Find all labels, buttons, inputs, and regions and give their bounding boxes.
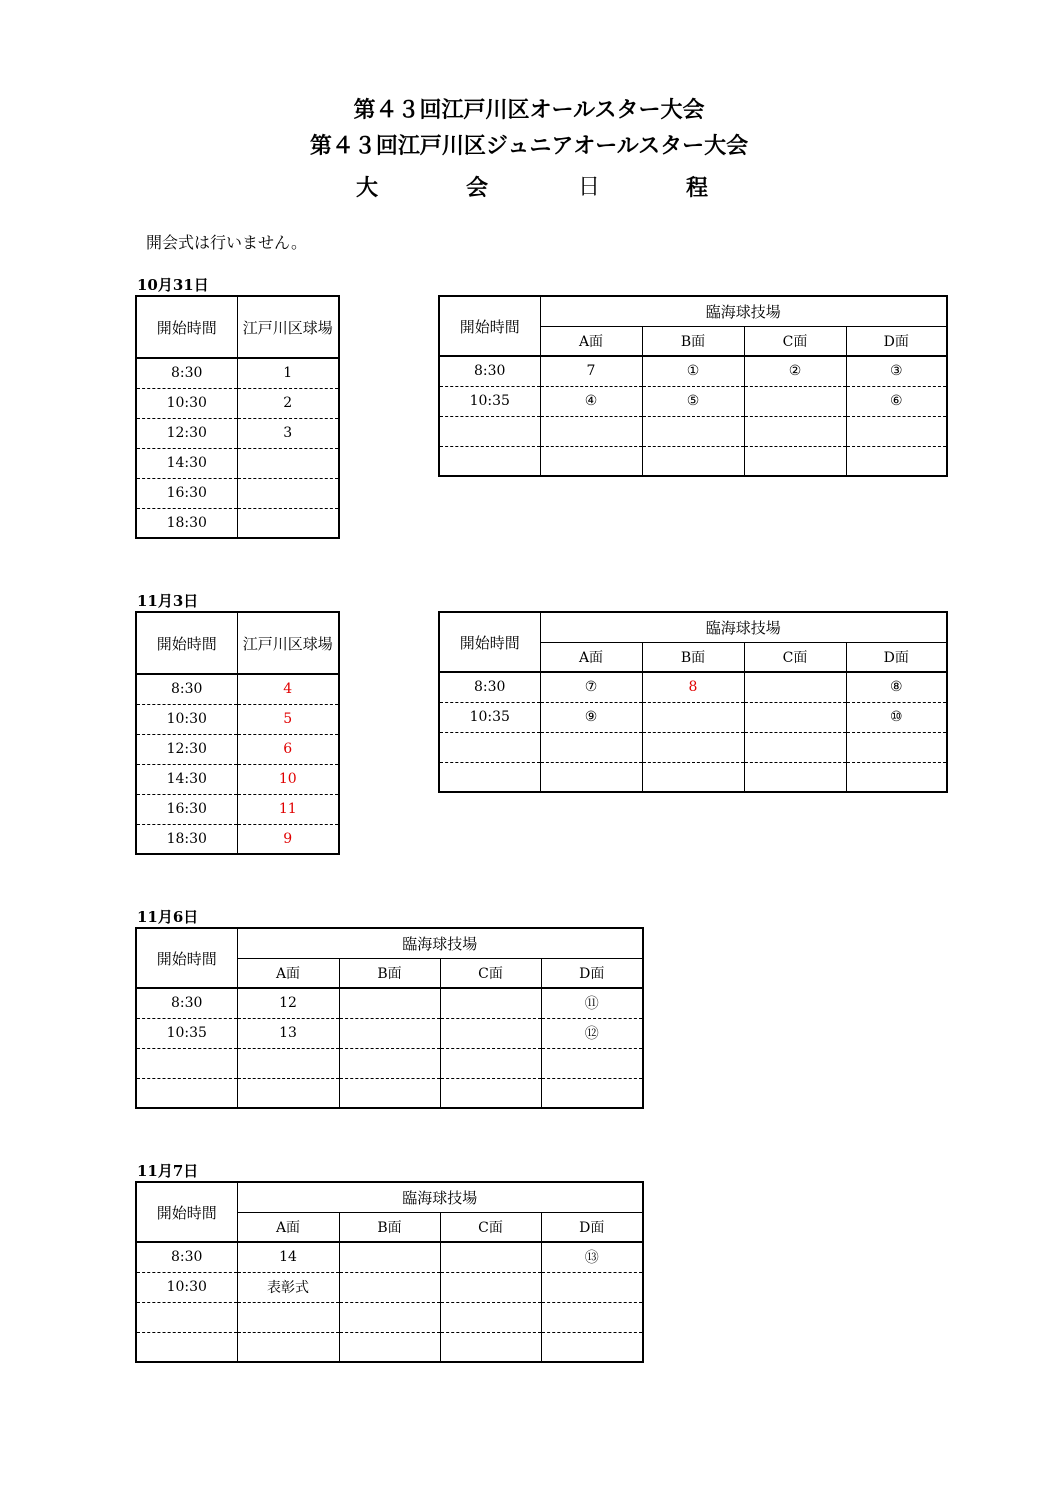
- game-cell: 3: [237, 418, 339, 448]
- start-time-header: 開始時間: [136, 612, 237, 674]
- time-cell: 12:30: [136, 734, 237, 764]
- time-cell: [439, 416, 540, 446]
- time-cell: 8:30: [439, 356, 540, 386]
- game-cell: [541, 1332, 643, 1362]
- game-cell: [237, 478, 339, 508]
- table-row: [136, 478, 339, 508]
- time-cell: 8:30: [439, 672, 540, 702]
- court-c-header: C面: [744, 326, 846, 356]
- edogawa-table: [135, 611, 340, 855]
- game-cell: [440, 1302, 541, 1332]
- table-row: [439, 762, 947, 792]
- notice-text: 開会式は行いません。: [146, 233, 307, 252]
- table-row: [136, 704, 339, 734]
- game-cell: [642, 446, 744, 476]
- table-row: [136, 794, 339, 824]
- game-cell: [237, 508, 339, 538]
- table-row: [439, 732, 947, 762]
- title-line-2: 第４３回江戸川区ジュニアオールスター大会: [309, 133, 749, 159]
- table-row: [136, 734, 339, 764]
- table-row: [136, 1048, 643, 1078]
- time-cell: [136, 1332, 237, 1362]
- game-cell: [440, 1018, 541, 1048]
- game-cell: [339, 988, 440, 1018]
- date-label: 11月3日: [137, 592, 199, 610]
- time-cell: 14:30: [136, 448, 237, 478]
- game-cell: [846, 446, 947, 476]
- title-line-3: [0, 174, 1058, 202]
- time-cell: 8:30: [136, 1242, 237, 1272]
- time-cell: 16:30: [136, 794, 237, 824]
- game-cell: ⑩: [846, 702, 947, 732]
- table-row: [439, 386, 947, 416]
- game-cell: 2: [237, 388, 339, 418]
- game-cell: [339, 1048, 440, 1078]
- game-cell: ⑦: [540, 672, 642, 702]
- court-a-header: A面: [237, 1212, 339, 1242]
- game-cell: [237, 1078, 339, 1108]
- game-cell: 5: [237, 704, 339, 734]
- start-time-header: 開始時間: [136, 1182, 237, 1242]
- game-cell: ⑤: [642, 386, 744, 416]
- date-label: 11月7日: [137, 1162, 199, 1180]
- game-cell: ②: [744, 356, 846, 386]
- time-cell: 8:30: [136, 988, 237, 1018]
- game-cell: ④: [540, 386, 642, 416]
- time-cell: [439, 732, 540, 762]
- game-cell: [440, 1242, 541, 1272]
- title-char: 会: [466, 175, 489, 201]
- game-cell: [440, 1078, 541, 1108]
- time-cell: 14:30: [136, 764, 237, 794]
- game-cell: [846, 762, 947, 792]
- court-d-header: D面: [541, 958, 643, 988]
- time-cell: 10:35: [439, 702, 540, 732]
- table-row: [439, 356, 947, 386]
- table-row: [136, 1242, 643, 1272]
- game-cell: [846, 416, 947, 446]
- time-cell: [136, 1048, 237, 1078]
- start-time-header: 開始時間: [439, 612, 540, 672]
- time-cell: 8:30: [136, 674, 237, 704]
- game-cell: ①: [642, 356, 744, 386]
- game-cell: [339, 1078, 440, 1108]
- court-c-header: C面: [440, 1212, 541, 1242]
- game-cell: [237, 1048, 339, 1078]
- game-cell: 7: [540, 356, 642, 386]
- game-cell: [744, 446, 846, 476]
- game-cell: 13: [237, 1018, 339, 1048]
- game-cell: [440, 1272, 541, 1302]
- game-cell: [642, 762, 744, 792]
- game-cell: [541, 1302, 643, 1332]
- court-a-header: A面: [237, 958, 339, 988]
- rinkai-table: [438, 611, 948, 793]
- venue-header: 臨海球技場: [237, 928, 643, 958]
- game-cell: [744, 672, 846, 702]
- time-cell: 18:30: [136, 824, 237, 854]
- table-row: [439, 702, 947, 732]
- table-row: [136, 824, 339, 854]
- time-cell: 8:30: [136, 358, 237, 388]
- game-cell: 10: [237, 764, 339, 794]
- game-cell: ⑬: [541, 1242, 643, 1272]
- game-cell: [744, 732, 846, 762]
- rinkai-table: [135, 927, 644, 1109]
- time-cell: 10:30: [136, 704, 237, 734]
- court-d-header: D面: [541, 1212, 643, 1242]
- table-row: [136, 388, 339, 418]
- venue-header: 臨海球技場: [540, 296, 947, 326]
- court-c-header: C面: [440, 958, 541, 988]
- court-b-header: B面: [339, 1212, 440, 1242]
- time-cell: 12:30: [136, 418, 237, 448]
- game-cell: [440, 988, 541, 1018]
- game-cell: [541, 1048, 643, 1078]
- table-row: [136, 764, 339, 794]
- game-cell: [744, 416, 846, 446]
- game-cell: [540, 732, 642, 762]
- game-cell: [440, 1332, 541, 1362]
- time-cell: [439, 762, 540, 792]
- start-time-header: 開始時間: [136, 928, 237, 988]
- game-cell: ③: [846, 356, 947, 386]
- table-row: [136, 1078, 643, 1108]
- start-time-header: 開始時間: [136, 296, 237, 358]
- game-cell: [339, 1018, 440, 1048]
- time-cell: 10:30: [136, 388, 237, 418]
- game-cell: [339, 1242, 440, 1272]
- game-cell: ⑨: [540, 702, 642, 732]
- time-cell: 10:35: [439, 386, 540, 416]
- time-cell: 10:35: [136, 1018, 237, 1048]
- game-cell: [540, 762, 642, 792]
- time-cell: [136, 1078, 237, 1108]
- court-b-header: B面: [339, 958, 440, 988]
- date-label: 11月6日: [137, 908, 199, 926]
- table-row: [136, 1018, 643, 1048]
- game-cell: [237, 1302, 339, 1332]
- title-char: 日: [578, 175, 601, 200]
- table-row: [136, 418, 339, 448]
- venue-header: 江戸川区球場: [237, 296, 339, 358]
- title-line-1: 第４３回江戸川区オールスター大会: [353, 97, 705, 123]
- rinkai-table: [135, 1181, 644, 1363]
- game-cell: 8: [642, 672, 744, 702]
- court-a-header: A面: [540, 326, 642, 356]
- table-row: [439, 446, 947, 476]
- game-cell: [339, 1302, 440, 1332]
- time-cell: [439, 446, 540, 476]
- table-row: [136, 1332, 643, 1362]
- time-cell: 10:30: [136, 1272, 237, 1302]
- venue-header: 臨海球技場: [237, 1182, 643, 1212]
- venue-header: 臨海球技場: [540, 612, 947, 642]
- game-cell: [744, 762, 846, 792]
- start-time-header: 開始時間: [439, 296, 540, 356]
- game-cell: 1: [237, 358, 339, 388]
- venue-header: 江戸川区球場: [237, 612, 339, 674]
- game-cell: [440, 1048, 541, 1078]
- game-cell: [339, 1272, 440, 1302]
- table-row: [136, 1302, 643, 1332]
- game-cell: [540, 416, 642, 446]
- game-cell: ⑫: [541, 1018, 643, 1048]
- rinkai-table: [438, 295, 948, 477]
- game-cell: ⑥: [846, 386, 947, 416]
- table-row: [136, 448, 339, 478]
- game-cell: 11: [237, 794, 339, 824]
- time-cell: [136, 1302, 237, 1332]
- court-b-header: B面: [642, 326, 744, 356]
- table-row: [439, 416, 947, 446]
- game-cell: [642, 732, 744, 762]
- game-cell: 14: [237, 1242, 339, 1272]
- table-row: [136, 508, 339, 538]
- time-cell: 18:30: [136, 508, 237, 538]
- edogawa-table: [135, 295, 340, 539]
- game-cell: 9: [237, 824, 339, 854]
- game-cell: [540, 446, 642, 476]
- court-d-header: D面: [846, 326, 947, 356]
- title-char: 大: [356, 175, 379, 201]
- game-cell: [744, 702, 846, 732]
- table-row: [136, 358, 339, 388]
- game-cell: 6: [237, 734, 339, 764]
- game-cell: [339, 1332, 440, 1362]
- game-cell: [237, 448, 339, 478]
- game-cell: 4: [237, 674, 339, 704]
- game-cell: 表彰式: [237, 1272, 339, 1302]
- game-cell: [541, 1272, 643, 1302]
- table-row: [136, 674, 339, 704]
- court-a-header: A面: [540, 642, 642, 672]
- table-row: [439, 672, 947, 702]
- court-d-header: D面: [846, 642, 947, 672]
- date-label: 10月31日: [137, 276, 209, 294]
- table-row: [136, 988, 643, 1018]
- court-b-header: B面: [642, 642, 744, 672]
- court-c-header: C面: [744, 642, 846, 672]
- game-cell: ⑧: [846, 672, 947, 702]
- title-char: 程: [686, 175, 709, 201]
- game-cell: [541, 1078, 643, 1108]
- time-cell: 16:30: [136, 478, 237, 508]
- game-cell: 12: [237, 988, 339, 1018]
- game-cell: [642, 416, 744, 446]
- game-cell: ⑪: [541, 988, 643, 1018]
- game-cell: [744, 386, 846, 416]
- table-row: [136, 1272, 643, 1302]
- game-cell: [237, 1332, 339, 1362]
- game-cell: [846, 732, 947, 762]
- game-cell: [642, 702, 744, 732]
